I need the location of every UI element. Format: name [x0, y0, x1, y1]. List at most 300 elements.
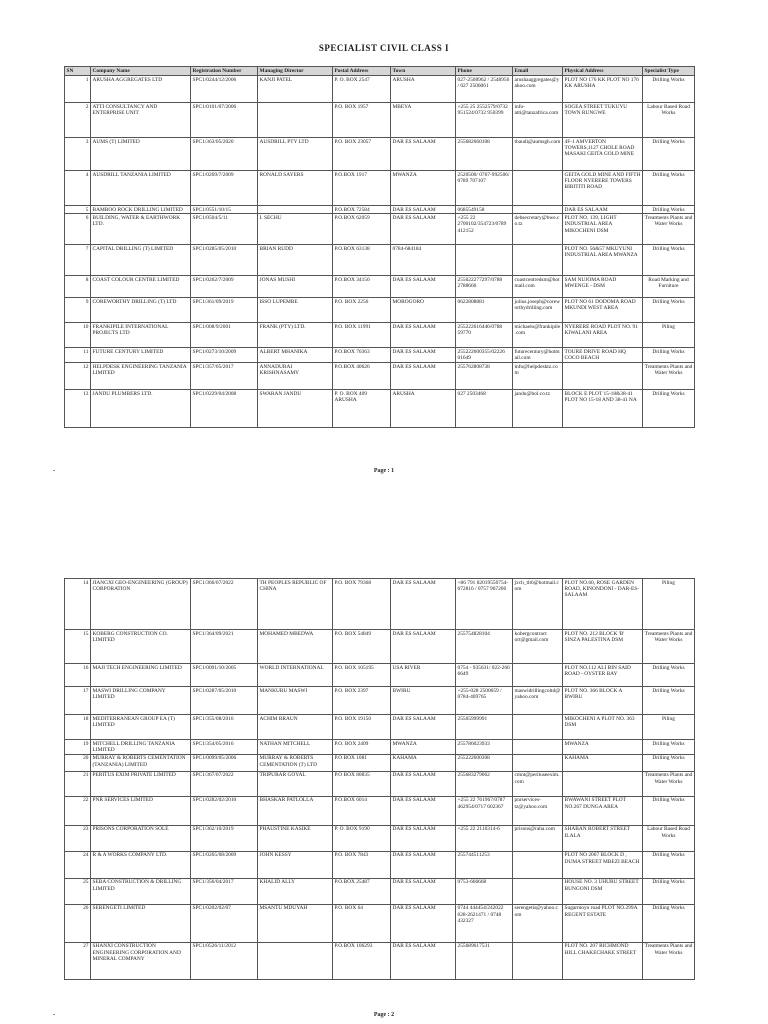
cell-town: DAR ES SALAAM — [391, 825, 456, 851]
cell-physical-address: PLOT NO. 56&57 MKUYUNI INDUSTRIAL AREA MWANZA — [563, 245, 643, 276]
cell-company-name: COREWORTHY DRILLING (T) LTD — [91, 298, 191, 323]
page-2-number: Page : 2 — [373, 1012, 395, 1018]
cell-physical-address — [563, 363, 643, 390]
cell-company-name: FUTURE CENTURY LIMITED — [91, 348, 191, 363]
cell-email: tbaudi@aumsgh.com — [513, 138, 563, 171]
cell-town: KAHAMA — [391, 754, 456, 771]
cell-town: DAR ES SALAAM — [391, 878, 456, 904]
cell-phone: +255 22 2700102/354723/0789 412152 — [456, 214, 513, 245]
cell-physical-address — [563, 771, 643, 796]
table-row — [65, 796, 695, 825]
cell-managing-director: TRIPURAR GOYAL — [258, 771, 333, 796]
cell-specialist-type: Drilling Works — [643, 138, 695, 171]
cell-physical-address: PLOT NO 176 KK PLOT NO 176 KK ARUSHA — [563, 76, 643, 103]
cell-town: DAR ES SALAAM — [391, 323, 456, 348]
cell-phone: 255222616446/0788 59770 — [456, 323, 513, 348]
cell-town: DAR ES SALAAM — [391, 904, 456, 942]
cell-email: info@helpdesktz.com — [513, 363, 563, 390]
cell-physical-address: NYERERE ROAD PLOT NO. 91 KIWALANI AREA — [563, 323, 643, 348]
cell-phone: 255022277297/0788 2788666 — [456, 276, 513, 298]
cell-specialist-type: Drilling Works — [643, 76, 695, 103]
cell-registration-number: SPC1/362/10/2019 — [191, 825, 258, 851]
table-row — [65, 171, 695, 206]
page-1-number: Page : 1 — [373, 468, 395, 474]
cell-town: MWANZA — [391, 171, 456, 206]
cell-sn: 20 — [65, 754, 91, 771]
table-row — [65, 298, 695, 323]
cell-company-name: BUILDING, WATER & EARTHWORK LTD. — [91, 214, 191, 245]
cell-physical-address: SAM NUJOMA ROAD MWENGE - DSM — [563, 276, 643, 298]
cell-town: DAR ES SALAAM — [391, 579, 456, 630]
cell-specialist-type: Treatments Plants and Water Works — [643, 214, 695, 245]
cell-company-name: PRISONS CORPORATION SOLE — [91, 825, 191, 851]
cell-postal-address: P.O BOX 1081 — [333, 754, 391, 771]
cell-registration-number: SPC1/0285/05/2010 — [191, 245, 258, 276]
cell-sn: 24 — [65, 851, 91, 878]
cell-town: USA RIVER — [391, 664, 456, 687]
cell-email: jxch_tlt6@hotmail.com — [513, 579, 563, 630]
cell-specialist-type: Drilling Works — [643, 245, 695, 276]
cell-phone: 255744511253 — [456, 851, 513, 878]
cell-registration-number: SPC1/0244/12/2006 — [191, 76, 258, 103]
cell-town: DAR ES SALAAM — [391, 796, 456, 825]
cell-town: DAR ES SALAAM — [391, 276, 456, 298]
cell-managing-director: PHAUSTINE KASIKE — [258, 825, 333, 851]
cell-phone: 255689617531 — [456, 942, 513, 979]
cell-email: jandu@bol.co.tz — [513, 390, 563, 428]
cell-registration-number: SPC1/0282/02/2010 — [191, 796, 258, 825]
cell-registration-number: SPC1/0273/10/2009 — [191, 348, 258, 363]
cell-town: BWIRU — [391, 687, 456, 715]
cell-sn: 19 — [65, 740, 91, 755]
cell-registration-number: SPC1/0099/05/2006 — [191, 754, 258, 771]
cell-postal-address: P.O. BOX 54849 — [333, 630, 391, 664]
cell-managing-director: KHALID ALLY — [258, 878, 333, 904]
cell-company-name: COAST COLOUR CENTRE LIMITED — [91, 276, 191, 298]
cell-company-name: SEBA CONSTRUCTION & DRILLING LIMITED — [91, 878, 191, 904]
cell-registration-number: SPC1/0287/05/2010 — [191, 687, 258, 715]
cell-phone — [456, 245, 513, 276]
cell-company-name: PNR SERVICES LIMITED — [91, 796, 191, 825]
cell-town: MOROGORO — [391, 298, 456, 323]
cell-specialist-type: Drilling Works — [643, 348, 695, 363]
header-managing-director: Managing Director — [258, 67, 333, 76]
cell-phone: 255222600355/02226 01649 — [456, 348, 513, 363]
table-row — [65, 715, 695, 740]
cell-registration-number: SPC1/0269/7/2009 — [191, 171, 258, 206]
cell-email: pnrservices-tz@yahoo.com — [513, 796, 563, 825]
cell-managing-director: ISSO LUPEMBE — [258, 298, 333, 323]
cell-managing-director: BHASKAR PATLOLLA — [258, 796, 333, 825]
cell-email — [513, 851, 563, 878]
cell-registration-number: SPC1/0091/10/2005 — [191, 664, 258, 687]
cell-specialist-type: Drilling Works — [643, 740, 695, 755]
header-town: Town — [391, 67, 456, 76]
cell-registration-number: SPC1/357/05/2017 — [191, 363, 258, 390]
cell-phone: 0622808881 — [456, 298, 513, 323]
cell-registration-number: SPC1/0262/7/2009 — [191, 276, 258, 298]
cell-email: cmnt@perituseexim.com — [513, 771, 563, 796]
cell-managing-director: MSANTU MDUYAH — [258, 904, 333, 942]
cell-managing-director: MURRAY & ROBERTS CEMENTATION (T) LTD — [258, 754, 333, 771]
cell-registration-number: SPC1/361/09/2019 — [191, 298, 258, 323]
cell-phone: +255 25 2552579/0732 951524/0732 950399 — [456, 103, 513, 138]
cell-postal-address: P.O.BOX 40626 — [333, 363, 391, 390]
cell-company-name: FRANKIPILE INTERNATIONAL PROJECTS LTD — [91, 323, 191, 348]
cell-sn: 3 — [65, 138, 91, 171]
page-title: SPECIALIST CIVIL CLASS I — [318, 43, 450, 53]
table-row — [65, 754, 695, 771]
cell-specialist-type: Piling — [643, 323, 695, 348]
cell-specialist-type: Drilling Works — [643, 878, 695, 904]
cell-sn: 25 — [65, 878, 91, 904]
cell-email: debsecretary@bwe.co.tz — [513, 214, 563, 245]
cell-postal-address: P.O. BOX 105195 — [333, 664, 391, 687]
cell-phone: +255-028 2500659 / 0784-469765 — [456, 687, 513, 715]
table-row — [65, 664, 695, 687]
cell-sn: 10 — [65, 323, 91, 348]
header-physical-address: Physical Address — [563, 67, 643, 76]
cell-specialist-type: Drilling Works — [643, 171, 695, 206]
cell-postal-address: P. O. BOX 2547 — [333, 76, 391, 103]
cell-town: 0784-684184 — [391, 245, 456, 276]
table-row — [65, 878, 695, 904]
cell-registration-number: SPC1/0229/04/2008 — [191, 390, 258, 428]
cell-town: DAR ES SALAAM — [391, 348, 456, 363]
cell-sn: 26 — [65, 904, 91, 942]
cell-postal-address: P.O. BOX 2409 — [333, 740, 391, 755]
cell-specialist-type: Drilling Works — [643, 904, 695, 942]
cell-phone: 255754828104 — [456, 630, 513, 664]
cell-specialist-type: Drilling Works — [643, 298, 695, 323]
cell-postal-address: P.O.BOX 62059 — [333, 214, 391, 245]
cell-registration-number: SPC1/367/07/2022 — [191, 771, 258, 796]
page-2-dash-marker: - — [53, 1010, 56, 1018]
table-row — [65, 771, 695, 796]
header-phone: Phone — [456, 67, 513, 76]
cell-postal-address: P.O.BOX 1917 — [333, 171, 391, 206]
cell-company-name: ATTI CONSULTANCY AND ENTERPRISE UNIT — [91, 103, 191, 138]
cell-registration-number: SPC1/0101/07/2006 — [191, 103, 258, 138]
header-postal-address: Postal Address — [333, 67, 391, 76]
cell-email — [513, 740, 563, 755]
cell-managing-director — [258, 942, 333, 979]
cell-postal-address: P.O. BOX 11991 — [333, 323, 391, 348]
cell-company-name: MAJI TECH ENGINEERING LIMITED — [91, 664, 191, 687]
cell-physical-address: PLOT NO. 212 BLOCK 'B' SINZA PALESTINA DSM — [563, 630, 643, 664]
page-1-dash-marker: - — [53, 466, 56, 474]
cell-company-name: AUMS (T) LIMITED — [91, 138, 191, 171]
cell-town: DAR ES SALAAM — [391, 206, 456, 214]
cell-email — [513, 754, 563, 771]
cell-email: michaelo@frankipile.com — [513, 323, 563, 348]
cell-town: ARUSHA — [391, 76, 456, 103]
cell-physical-address: SHABAN ROBERT STREET ILALA — [563, 825, 643, 851]
cell-physical-address: PLOT NO.112 ALI BIN SAID ROAD - OYSTER BAY — [563, 664, 643, 687]
cell-email: serengetis@yahoo.com — [513, 904, 563, 942]
cell-phone: +255 22 2110314-6 — [456, 825, 513, 851]
cell-postal-address: P.O. BOX 23057 — [333, 138, 391, 171]
cell-postal-address: P. O. BOX 409 ARUSHA — [333, 390, 391, 428]
cell-managing-director: ACHIM BRAUN — [258, 715, 333, 740]
cell-registration-number: SPC1/364/09/2021 — [191, 630, 258, 664]
header-sn: SN — [65, 67, 91, 76]
cell-managing-director — [258, 103, 333, 138]
cell-postal-address: P.O. BOX 1957 — [333, 103, 391, 138]
cell-phone: 255222600308 — [456, 754, 513, 771]
table-row — [65, 245, 695, 276]
table-row — [65, 851, 695, 878]
cell-managing-director: AUSDRILL PTY LTD — [258, 138, 333, 171]
table-row — [65, 825, 695, 851]
table-row — [65, 214, 695, 245]
cell-physical-address: PLOT NO. 207 RICHMOND HILL CHAKECHAKE STREET — [563, 942, 643, 979]
cell-managing-director: TH PEOPLES REPUBLIC OF CHINA — [258, 579, 333, 630]
cell-town: DAR ES SALAAM — [391, 138, 456, 171]
cell-sn: 9 — [65, 298, 91, 323]
cell-email: kobergcontract ort@gmail.com — [513, 630, 563, 664]
table-row — [65, 363, 695, 390]
cell-registration-number: SPC1/366/07/2022 — [191, 579, 258, 630]
cell-managing-director: I. SECHU — [258, 214, 333, 245]
cell-managing-director — [258, 206, 333, 214]
table-row — [65, 276, 695, 298]
cell-sn: 1 — [65, 76, 91, 103]
cell-postal-address: P.O.BOX 76363 — [333, 348, 391, 363]
cell-physical-address: PLOT NO. 139, LIGHT INDUSTRIAL AREA MIKOCHENI DSM — [563, 214, 643, 245]
cell-sn: 17 — [65, 687, 91, 715]
cell-registration-number: SPC1/355/08/2016 — [191, 715, 258, 740]
table-row — [65, 942, 695, 979]
cell-sn: 21 — [65, 771, 91, 796]
cell-sn: 4 — [65, 171, 91, 206]
cell-sn: 8 — [65, 276, 91, 298]
cell-phone: 25565999991 — [456, 715, 513, 740]
cell-company-name: MITCHELL DRILLING TANZANIA LIMITED — [91, 740, 191, 755]
cell-email: julius.joseph@coreworthydrilling.com — [513, 298, 563, 323]
cell-email: futurecentury@hotmail.com — [513, 348, 563, 363]
cell-registration-number: SPC1/354/05/2016 — [191, 740, 258, 755]
cell-specialist-type: Drilling Works — [643, 754, 695, 771]
cell-physical-address: 4F-1 AMVERTON TOWERS,1127 CHOLE ROAD MASAKI GEITA GOLD MINE — [563, 138, 643, 171]
cell-postal-address: P.O. BOX 2397 — [333, 687, 391, 715]
cell-phone: 027-2508962 / 2548956 / 027 2506061 — [456, 76, 513, 103]
cell-phone: 255683279062 — [456, 771, 513, 796]
contractor-table-page-1 — [64, 66, 695, 428]
cell-physical-address: PLOT NO.60, ROSE GARDEN ROAD, KINONDONI - DAR-ES-SALAAM — [563, 579, 643, 630]
cell-registration-number: SPC1/0551/10/15 — [191, 206, 258, 214]
cell-postal-address: P.O.BOX 6014 — [333, 796, 391, 825]
cell-physical-address: PLOT NO 61 DODOMA ROAD MKUNDI WEST AREA — [563, 298, 643, 323]
cell-managing-director: JOHN KESSY — [258, 851, 333, 878]
cell-sn: 11 — [65, 348, 91, 363]
cell-postal-address: P.O.BOX 25487 — [333, 878, 391, 904]
cell-company-name: AUSDRILL TANZANIA LIMITED — [91, 171, 191, 206]
cell-specialist-type: Drilling Works — [643, 687, 695, 715]
cell-town: DAR ES SALAAM — [391, 851, 456, 878]
cell-physical-address: TOURE DRIVE ROAD HQ COCO BEACH — [563, 348, 643, 363]
cell-email: maswidrillingcoltd@yahoo.com — [513, 687, 563, 715]
cell-registration-number: SPC1/0526/11/2012 — [191, 942, 258, 979]
cell-registration-number: SPC1/0202/02/07 — [191, 904, 258, 942]
cell-town: DAR ES SALAAM — [391, 942, 456, 979]
cell-sn: 13 — [65, 390, 91, 428]
header-company-name: Company Name — [91, 67, 191, 76]
cell-company-name: HELPDESK ENGINEERING TANZANIA LIMITED — [91, 363, 191, 390]
cell-specialist-type: Treatments Plants and Water Works — [643, 363, 695, 390]
cell-managing-director: MOHAMED MBEDWA — [258, 630, 333, 664]
header-specialist-type: Specialist Type — [643, 67, 695, 76]
cell-managing-director: SWARAN JANDU — [258, 390, 333, 428]
cell-email — [513, 942, 563, 979]
cell-phone: 027 2503468 — [456, 390, 513, 428]
cell-managing-director: MANKURU MASWI — [258, 687, 333, 715]
cell-registration-number: SPC1/363/05/2020 — [191, 138, 258, 171]
cell-company-name: SERENGETI LIMITED — [91, 904, 191, 942]
cell-town: DAR ES SALAAM — [391, 363, 456, 390]
cell-sn: 23 — [65, 825, 91, 851]
cell-phone: 0744 444454/242022 028-2621471 / 0748 432327 — [456, 904, 513, 942]
cell-managing-director: RONALD SAYERS — [258, 171, 333, 206]
cell-specialist-type: Labour Based Road Works — [643, 103, 695, 138]
cell-phone: +86 791 82019550754-672816 / 0757 967206 — [456, 579, 513, 630]
cell-specialist-type: Drilling Works — [643, 206, 695, 214]
cell-physical-address: GEITA GOLD MINE AND FIFTH FLOOR NYERERE TOWERS BIBITITI ROAD — [563, 171, 643, 206]
cell-physical-address: MWANZA — [563, 740, 643, 755]
cell-town: ARUSHA — [391, 390, 456, 428]
cell-specialist-type: Treatments Plants and Water Works — [643, 942, 695, 979]
cell-sn: 6 — [65, 214, 91, 245]
cell-sn: 7 — [65, 245, 91, 276]
cell-phone: 0754 - 935631/ 022-266 6649 — [456, 664, 513, 687]
cell-physical-address: KAHAMA — [563, 754, 643, 771]
cell-physical-address: BWAWANI STREET PLOT NO.267 DUNGA AREA — [563, 796, 643, 825]
cell-phone: +255 22 761967/0787 462954/0717 602367 — [456, 796, 513, 825]
cell-sn: 22 — [65, 796, 91, 825]
cell-managing-director: WORLD INTERNATIONAL — [258, 664, 333, 687]
table-row — [65, 76, 695, 103]
cell-company-name: ARUSHA AGGREGATES LTD — [91, 76, 191, 103]
cell-sn: 14 — [65, 579, 91, 630]
cell-email — [513, 245, 563, 276]
cell-town: DAR ES SALAAM — [391, 630, 456, 664]
table-header-row — [65, 67, 695, 76]
table-row — [65, 323, 695, 348]
cell-email: info-atti@tanzafrica.com — [513, 103, 563, 138]
cell-specialist-type: Drilling Works — [643, 796, 695, 825]
table-row — [65, 579, 695, 630]
cell-sn: 15 — [65, 630, 91, 664]
cell-specialist-type: Labour Based Road Works — [643, 825, 695, 851]
cell-sn: 2 — [65, 103, 91, 138]
cell-registration-number: SPC1/0504/5/11 — [191, 214, 258, 245]
table-row — [65, 206, 695, 214]
table-row — [65, 138, 695, 171]
cell-managing-director: NATHAN MITCHELL — [258, 740, 333, 755]
cell-physical-address: BLOCK E PLOT 15-18&38-41 PLOT NO 15-18 AND 38-41 NA — [563, 390, 643, 428]
cell-postal-address: P. O. BOX 9190 — [333, 825, 391, 851]
table-row — [65, 740, 695, 755]
cell-company-name: MURRAY & ROBERTS CEMENTATION (TANZANIA) LIMITED — [91, 754, 191, 771]
cell-phone: 0753-666668 — [456, 878, 513, 904]
cell-specialist-type: Drilling Works — [643, 851, 695, 878]
cell-company-name: PERITUS EXIM PRIVATE LIMITED — [91, 771, 191, 796]
cell-managing-director: KANJI PATEL — [258, 76, 333, 103]
cell-specialist-type: Drilling Works — [643, 664, 695, 687]
cell-email — [513, 171, 563, 206]
cell-company-name: JIANGXI GEO-ENGINEERING (GROUP) CORPORATION — [91, 579, 191, 630]
cell-sn: 18 — [65, 715, 91, 740]
table-row — [65, 687, 695, 715]
table-row — [65, 390, 695, 428]
cell-town: DAR ES SALAAM — [391, 715, 456, 740]
header-email: Email — [513, 67, 563, 76]
cell-phone: 255762808738 — [456, 363, 513, 390]
cell-managing-director: ALBERT MHANIKA — [258, 348, 333, 363]
cell-postal-address: P.O.BOX 72584 — [333, 206, 391, 214]
cell-specialist-type: Piling — [643, 579, 695, 630]
cell-town: MBEYA — [391, 103, 456, 138]
cell-registration-number: SPC1/008/9/2001 — [191, 323, 258, 348]
cell-physical-address: MIKOCHENI A PLOT NO. 363 DSM — [563, 715, 643, 740]
cell-registration-number: SPC1/356/04/2017 — [191, 878, 258, 904]
cell-company-name: JANDU PLUMBERS LTD. — [91, 390, 191, 428]
cell-phone: 255682660108 — [456, 138, 513, 171]
cell-physical-address: Sugarmoyo road PLOT NO.299A REGENT ESTATE — [563, 904, 643, 942]
table-row — [65, 348, 695, 363]
cell-sn: 12 — [65, 363, 91, 390]
cell-postal-address: P.O. BOX 7843 — [333, 851, 391, 878]
cell-postal-address: P.O. BOX 79368 — [333, 579, 391, 630]
cell-company-name: BAMBOO ROCK DRILLING LIMITED — [91, 206, 191, 214]
cell-email — [513, 206, 563, 214]
cell-postal-address: P.O.BOX 106293 — [333, 942, 391, 979]
cell-physical-address: SOGEA STREET TUKUYU TOWN RUNGWE — [563, 103, 643, 138]
table-row — [65, 630, 695, 664]
cell-sn: 27 — [65, 942, 91, 979]
cell-postal-address: P.O.BOX 34156 — [333, 276, 391, 298]
cell-specialist-type: Road Marking and Furniture — [643, 276, 695, 298]
cell-email — [513, 715, 563, 740]
cell-postal-address: P.O BOX 80835 — [333, 771, 391, 796]
cell-physical-address: PLOT NO 2067 BLOCK D , DUMA STREET MBEZI BEACH — [563, 851, 643, 878]
cell-managing-director: ANNADURAI KRISHNASAMY — [258, 363, 333, 390]
cell-specialist-type: Drilling Works — [643, 390, 695, 428]
cell-company-name: MASWI DRILLING COMPANY LIMITED — [91, 687, 191, 715]
cell-physical-address: PLOT NO. 366 BLOCK A BWIRU — [563, 687, 643, 715]
cell-email — [513, 878, 563, 904]
cell-physical-address: DAR ES SALAAM — [563, 206, 643, 214]
cell-managing-director: BRIAN RUDD — [258, 245, 333, 276]
cell-sn: 5 — [65, 206, 91, 214]
cell-town: MWANZA — [391, 740, 456, 755]
cell-email — [513, 664, 563, 687]
table-row — [65, 103, 695, 138]
cell-physical-address: HOUSE NO. 3 UHURU STREET BUNGONI DSM — [563, 878, 643, 904]
cell-email: arushaaggregates@yahoo.com — [513, 76, 563, 103]
cell-phone: 255786023933 — [456, 740, 513, 755]
cell-company-name: KOBERG CONSTRUCTION CO. LIMITED — [91, 630, 191, 664]
cell-postal-address: P.O.BOX 63138 — [333, 245, 391, 276]
cell-specialist-type: Treatments Plants and Water Works — [643, 771, 695, 796]
cell-town: DAR ES SALAAM — [391, 214, 456, 245]
cell-sn: 16 — [65, 664, 91, 687]
cell-postal-address: P.O. BOX 64 — [333, 904, 391, 942]
cell-company-name: CAPITAL DRILLING (T) LIMITED — [91, 245, 191, 276]
cell-phone: 2520500/ 0767-992506/ 0789 707107 — [456, 171, 513, 206]
header-registration-number: Registration Number — [191, 67, 258, 76]
cell-email: prisons@raha.com — [513, 825, 563, 851]
